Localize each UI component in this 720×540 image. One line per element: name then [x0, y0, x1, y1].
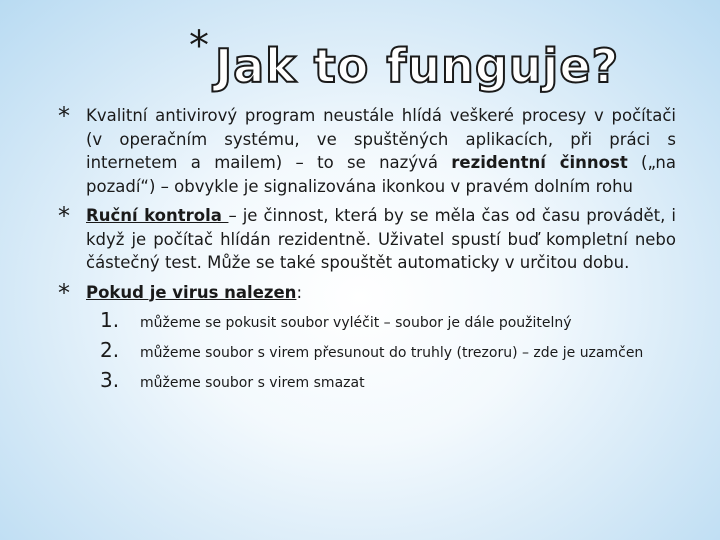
page-title: Jak to funguje?: [215, 39, 620, 93]
bullet-text: [86, 104, 676, 198]
bullet-text-part: („na pozadí“) – obvykle je signalizována ikonkou v pravém dolním rohu: [86, 153, 676, 196]
bullet-star: *: [58, 202, 70, 230]
bullet-virus-found: [58, 278, 676, 397]
bullet-text-part: Kvalitní antivirový program neustále hlídá veškeré procesy v počítači (v operačním systému, ve spuštěných aplikacích, při práci s internetem a mailem) – to se nazývá: [86, 106, 676, 172]
list-item: [100, 368, 676, 396]
list-item-text: můžeme se pokusit soubor vyléčit – soubor je dále použitelný: [140, 315, 572, 331]
list-item: [100, 308, 676, 336]
bullet-bold-term: Pokud je virus nalezen: [86, 282, 297, 302]
list-item-number: 1.: [100, 308, 120, 332]
list-item-number: 3.: [100, 368, 120, 392]
bullet-text-part: – je činnost, která by se měla čas od času provádět, i když je počítač hlídán rezidentně. Uživatel spustí buď kompletní nebo částečný test. Může se také spouštět automaticky v určitou dobu.: [86, 206, 677, 272]
bullet-manual-check: [58, 204, 676, 275]
bullet-list: [58, 104, 676, 402]
list-item-text: můžeme soubor s virem smazat: [140, 375, 365, 391]
list-item-number: 2.: [100, 338, 120, 362]
bullet-text: [86, 281, 676, 305]
bullet-text: [86, 204, 676, 275]
title-star: *: [189, 23, 209, 69]
numbered-list: [86, 308, 676, 396]
bullet-text-part: :: [296, 282, 302, 302]
bullet-bold-term: Ruční kontrola: [86, 206, 229, 225]
list-item-text: můžeme soubor s virem přesunout do truhly (trezoru) – zde je uzamčen: [140, 345, 644, 361]
list-item: [100, 338, 676, 366]
bullet-star: *: [58, 278, 70, 307]
bullet-resident: [58, 104, 676, 198]
bullet-bold-term: rezidentní činnost: [451, 153, 628, 172]
bullet-star: *: [58, 102, 70, 130]
